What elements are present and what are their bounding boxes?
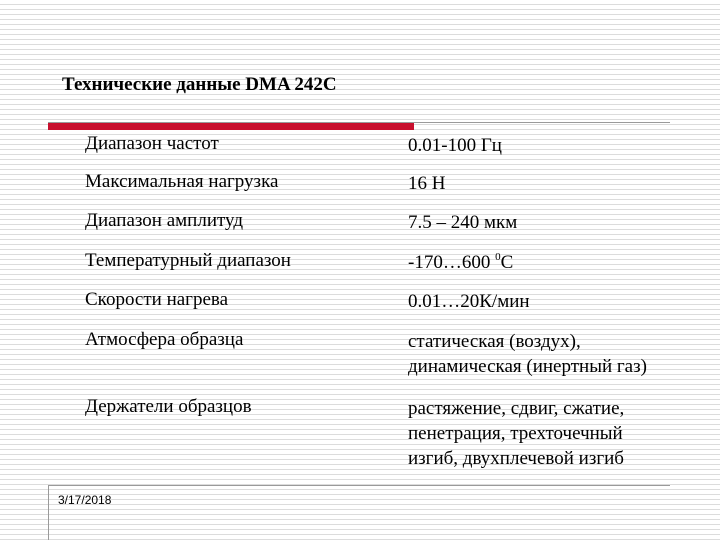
spec-value: 16 Н — [408, 173, 446, 194]
spec-label: Держатели образцов — [85, 396, 252, 417]
spec-label: Скорости нагрева — [85, 289, 229, 310]
spec-value: растяжение, сдвиг, сжатие, пенетрация, трехточечный изгиб, двухплечевой изгиб — [408, 398, 625, 469]
spec-value: 0.01-100 Гц — [408, 135, 502, 156]
degree-superscript: 0 — [495, 251, 501, 263]
spec-label: Максимальная нагрузка — [85, 171, 279, 192]
slide-title: Технические данные DMA 242C — [62, 74, 337, 95]
spec-label: Температурный диапазон — [85, 250, 291, 271]
footer-date: 3/17/2018 — [58, 493, 112, 507]
footer-vertical-line — [48, 485, 49, 540]
spec-value: 7.5 – 240 мкм — [408, 212, 518, 233]
title-accent-bar — [48, 123, 414, 130]
spec-value: статическая (воздух), динамическая (инертный газ) — [408, 331, 647, 377]
spec-label: Атмосфера образца — [85, 329, 244, 350]
footer-divider — [48, 485, 670, 486]
spec-label: Диапазон частот — [85, 133, 219, 154]
spec-label: Диапазон амплитуд — [85, 210, 244, 231]
spec-value: -170…600 $^0$С — [408, 251, 514, 273]
spec-value: 0.01…20К/мин — [408, 291, 530, 312]
